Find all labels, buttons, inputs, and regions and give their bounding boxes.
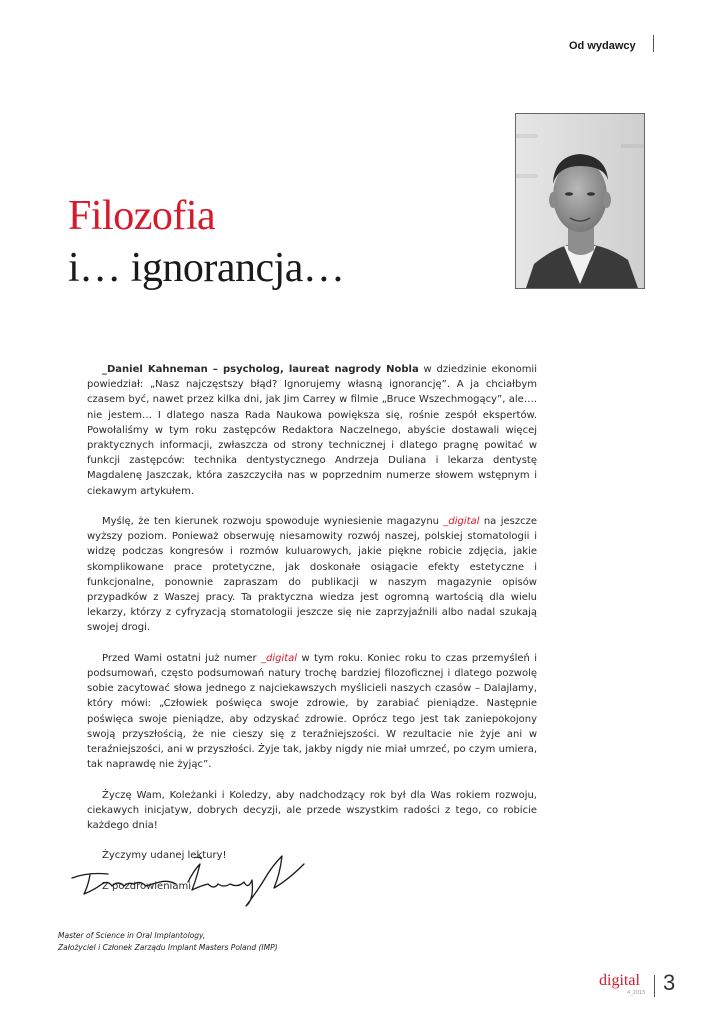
- paragraph-6: Z pozdrowieniami: [102, 880, 191, 892]
- paragraph-1: [87, 362, 537, 499]
- signature-image: [68, 850, 318, 910]
- paragraph-4: Życzę Wam, Koleżanki i Koledzy, aby nadchodzący rok był dla Was rokiem rozwoju, ciekawych inicjatyw, dobrych decyzji, ale przede wszystkim radości z tego, co robicie każdego dnia!: [87, 789, 537, 832]
- section-label: Od wydawcy: [569, 40, 636, 52]
- paragraph-2: [87, 514, 537, 636]
- footer-brand: digital: [599, 972, 640, 989]
- handwritten-signature: [68, 850, 318, 910]
- paragraph-5: Życzymy udanej lektury!: [102, 850, 227, 862]
- credits-line-1: Master of Science in Oral Implantology,: [58, 931, 206, 940]
- article-title: [68, 190, 344, 294]
- paragraph-1-text: w dziedzinie ekonomii powiedział: „Nasz najczęstszy błąd? Ignorujemy własną ignorancję”. A ja chciałbym czasem być, nawet przez kilka dni, jak Jim Carrey w filmie „Bruce Wszechmogący”, ale…. nie jestem… I dlatego nasza Rada Naukowa powiększa się, rośnie zespół ekspertów. Powołaliśmy w tym roku zastępców Redaktora Naczelnego, abyście dostawali więcej praktycznych informacji, zwłaszcza od strony technicznej i dlatego pragnę powitać w funkcji zastępców: technika dentystycznego Andrzeja Duliana i lekarza dentystę Magdalenę Jaszczak, która zaszczyciła nas w poprzednim numerze słowem wstępnym i ciekawym artykułem.: [87, 364, 537, 497]
- paragraph-3-text-a: Przed Wami ostatni już numer: [102, 652, 261, 664]
- title-line-2: i… ignorancja…: [68, 245, 345, 291]
- footer-divider: [654, 975, 655, 997]
- paragraph-2-text-a: Myślę, że ten kierunek rozwoju spowoduje wyniesienie magazynu: [102, 516, 444, 528]
- header-divider: [653, 35, 654, 52]
- portrait-image: [516, 114, 644, 288]
- author-credits: [58, 930, 278, 954]
- paragraph-3-text-b: w tym roku. Koniec roku to czas przemyśleń i podsumowań, często podsumowań natury trochę bardziej filozoficznej i dlatego pozwolę sobie zacytować słowa jednego z najciekawszych myślicieli naszych czasów – Dalajlamy, który mówi: „Człowiek poświęca swoje zdrowie, by zarabiać pieniądze. Następnie poświęca swoje pieniądze, aby odzyskać zdrowie. Oprócz tego jest tak zaniepokojony swoją przyszłością, że nie cieszy się z teraźniejszości. W rezultacie nie żyje ani w teraźniejszości, ani w przyszłości. Żyje tak, jakby nigdy nie miał umrzeć, po czym umiera, tak naprawdę nie żyjąc”.: [87, 652, 537, 771]
- lead-in: _Daniel Kahneman – psycholog, laureat nagrody Nobla: [102, 364, 419, 375]
- title-line-1: Filozofia: [68, 193, 216, 239]
- paragraph-2-text-b: na jeszcze wyższy poziom. Ponieważ obserwuję niesamowity rozwój naszej, polskiej stomatologii i widzę podczas kongresów i rozmów kuluarowych, jakie piękne robicie zdjęcia, jakie skomplikowane prace protetyczne, jak doskonałe osiągacie efekty estetyczne i funkcjonalne, ponownie zapraszam do publikacji w naszym magazynie opisów przypadków z Waszej pracy. Ta praktyczna wiedza jest ogromną wartością dla wielu lekarzy, którzy z cyfryzacją stomatologii jeszcze się nie zaprzyjaźnili albo nadal szukają swojej drogi.: [87, 516, 537, 634]
- magazine-name: _digital: [261, 652, 298, 664]
- paragraph-3: [87, 651, 537, 773]
- article-body: [87, 362, 537, 909]
- page-number: 3: [663, 970, 676, 995]
- author-portrait: [515, 113, 645, 289]
- footer-issue: 4_2015: [627, 990, 646, 996]
- credits-line-2: Założyciel i Członek Zarządu Implant Masters Poland (IMP): [58, 943, 278, 952]
- magazine-name: _digital: [443, 516, 480, 528]
